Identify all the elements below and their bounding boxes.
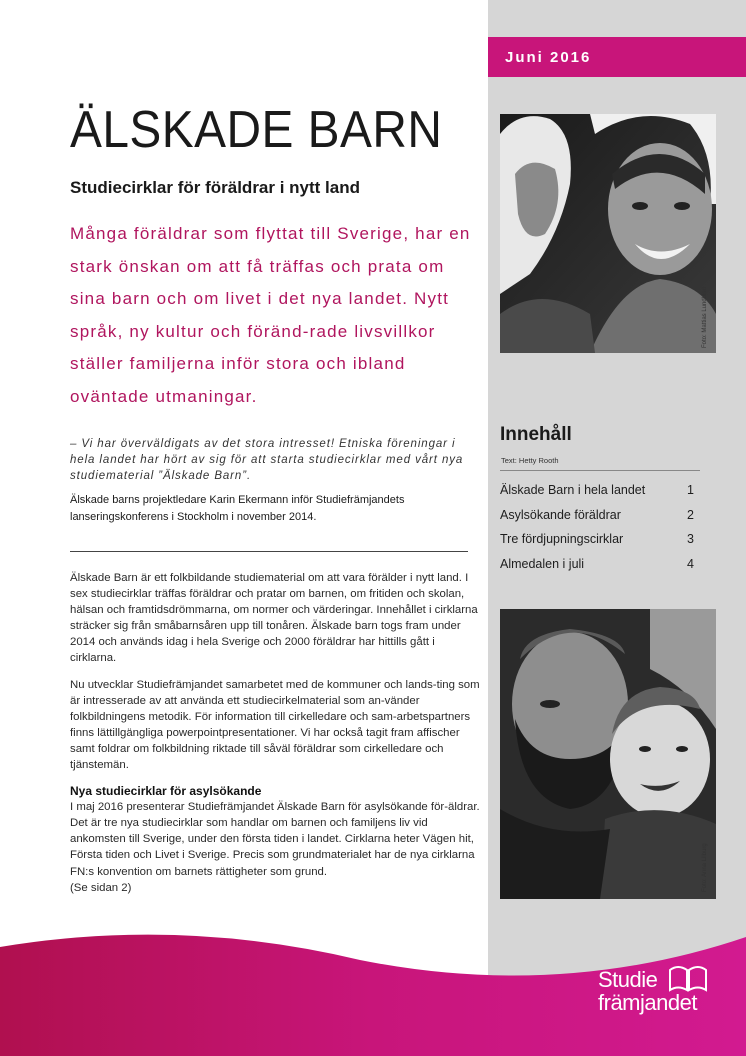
section-heading: Nya studiecirklar för asylsökande — [70, 784, 262, 799]
logo-text-line1: Studie — [598, 967, 658, 992]
toc-item-page: 4 — [687, 557, 694, 572]
photo-credit: Foto: Mattias Lundblad — [702, 286, 708, 348]
quote: – Vi har överväldigats av det stora intresset! Etniska föreningar i hela landet har hört av sig för att starta studiecirklar med vårt nya studiematerial ”Älskade Barn”. — [70, 438, 464, 482]
quote-attribution: Älskade barns projektledare Karin Ekermann inför Studiefrämjandets lanseringskonferens i Stockholm i november 2014. — [70, 494, 405, 523]
toc-title: Innehåll — [500, 424, 572, 445]
toc-item[interactable] — [500, 527, 694, 552]
body-paragraph: Nu utvecklar Studiefrämjandet samarbetet med de kommuner och lands-ting som är intresserade av att använda ett studiecirkelmaterial som an-vänder folkbildningens metodik. För information till cirkelledare och sam-arbetspartners finns lättillgängliga powerpointpresentationer. Vi har också tagit fram affischer samt foldrar om folkbildning riktade till såväl föräldrar som cirkelledare och tjänstemän. — [70, 678, 480, 772]
open-book-icon — [668, 964, 708, 992]
toc-byline: Text: Hetty Rooth — [501, 456, 559, 465]
photo-credit: Foto: Anna Lilburg — [702, 843, 708, 892]
toc-item-label: Almedalen i juli — [500, 557, 585, 572]
toc-item-label: Tre fördjupningscirklar — [500, 532, 624, 547]
divider — [70, 551, 468, 552]
toc-item-page: 2 — [687, 507, 694, 522]
lead-paragraph: Många föräldrar som flyttat till Sverige, har en stark önskan om att få träffas och prata om sina barn och om livet i det nya landet. Nytt språk, ny kultur och föränd-rade livsvillkor ställer familjerna inför stora och ibland oväntade utmaningar. — [70, 224, 471, 406]
toc-list — [500, 478, 694, 576]
toc-item[interactable] — [500, 552, 694, 577]
logo-text-line2: främjandet — [598, 990, 697, 1015]
date-banner — [488, 37, 746, 77]
article-body — [70, 570, 480, 896]
toc-item[interactable] — [500, 478, 694, 503]
section-paragraph: I maj 2016 presenterar Studiefrämjandet Älskade Barn för asylsökande för-äldrar. Det är tre nya studiecirklar som handlar om barnen och familjens liv vid ankomsten till Sverige, under den första tiden i landet. Cirklarna heter Vägen hit, Första tiden och Livet i Sverige. Precis som grundmaterialet har de nya cirklarna FN:s konvention om barnets rättigheter som grund. — [70, 801, 480, 878]
issue-date: Juni 2016 — [505, 48, 592, 66]
section-reference: (Se sidan 2) — [70, 881, 132, 894]
body-paragraph: Älskade Barn är ett folkbildande studiematerial om att vara förälder i nytt land. I sex studiecirklar träffas föräldrar och pratar om barnen, om fritiden och skolan, hälsan och framtidsdrömmarna, om normer och värderingar. Innehållet i cirklarna sträcker sig från småbarnsåren upp till tonåren. Älskade barn togs fram under 2014 och används idag i hela Sverige och 2000 föräldrar har hittills gått i cirklarna. — [70, 572, 478, 665]
toc-item-page: 3 — [687, 532, 694, 547]
toc-divider — [500, 470, 700, 471]
photo-father-child — [500, 609, 716, 899]
toc-item-page: 1 — [687, 483, 694, 498]
page-subtitle: Studiecirklar för föräldrar i nytt land — [70, 178, 361, 197]
toc-item-label: Älskade Barn i hela landet — [500, 483, 646, 498]
studieframjandet-logo — [598, 968, 697, 1014]
toc-item-label: Asylsökande föräldrar — [500, 507, 621, 522]
photo-women-laughing — [500, 114, 716, 353]
page-title: ÄLSKADE BARN — [70, 101, 443, 159]
toc-item[interactable] — [500, 503, 694, 528]
